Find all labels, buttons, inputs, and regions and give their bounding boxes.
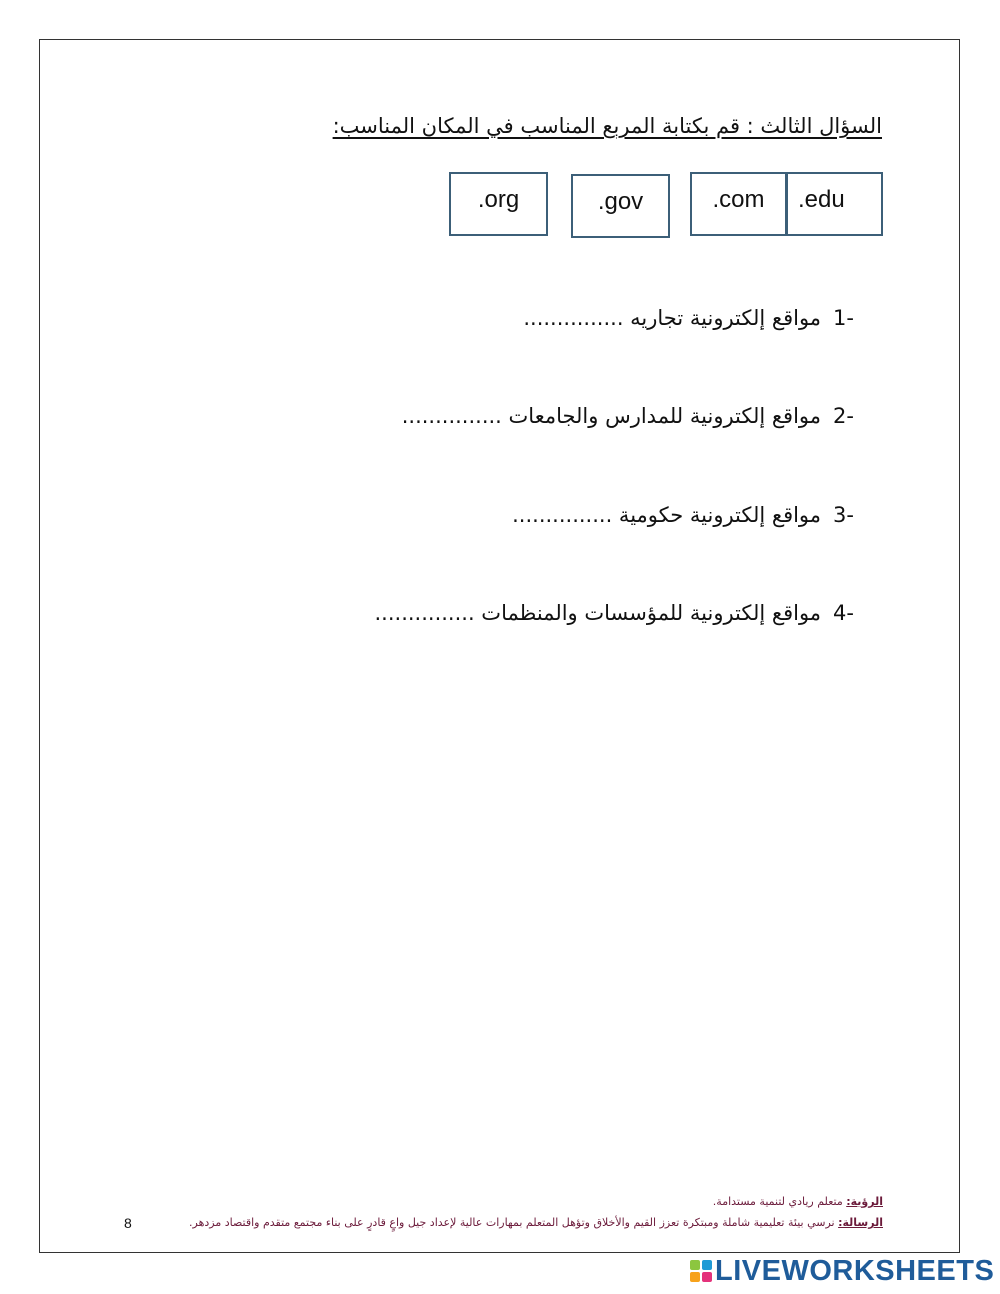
liveworksheets-logo-icon <box>690 1260 712 1282</box>
item-text[interactable]: مواقع إلكترونية للمدارس والجامعات ............... <box>401 404 822 428</box>
list-item <box>402 404 854 428</box>
list-item <box>375 601 855 625</box>
list-item <box>523 306 854 330</box>
list-item <box>512 503 854 527</box>
item-number: -4 <box>833 601 854 625</box>
option-box-org[interactable]: .org <box>449 172 548 236</box>
option-box-com[interactable]: .com <box>690 172 787 236</box>
footer-vision <box>713 1195 883 1208</box>
item-number: -1 <box>833 306 854 330</box>
footer-mission <box>189 1216 883 1229</box>
item-text[interactable]: مواقع إلكترونية تجاريه ............... <box>523 306 822 330</box>
option-box-edu[interactable]: .edu <box>786 172 883 236</box>
question-title: السؤال الثالث : قم بكتابة المربع المناسب في المكان المناسب: <box>332 114 882 138</box>
option-box-gov[interactable]: .gov <box>571 174 670 238</box>
brand-name: LIVEWORKSHEETS <box>715 1254 995 1287</box>
mission-label: الرسالة: <box>838 1216 883 1229</box>
logo-square <box>702 1272 712 1282</box>
logo-square <box>690 1272 700 1282</box>
item-number: -2 <box>833 404 854 428</box>
item-text[interactable]: مواقع إلكترونية حكومية ............... <box>512 503 822 527</box>
logo-square <box>702 1260 712 1270</box>
item-text[interactable]: مواقع إلكترونية للمؤسسات والمنظمات ............... <box>374 601 822 625</box>
logo-square <box>690 1260 700 1270</box>
vision-label: الرؤية: <box>846 1195 883 1208</box>
page-number: 8 <box>124 1215 132 1231</box>
mission-text: نرسي بيئة تعليمية شاملة ومبتكرة تعزز القيم والأخلاق وتؤهل المتعلم بمهارات عالية لإعداد جيل واعٍ قادرٍ على بناء مجتمع متقدم واقتصاد مزدهر. <box>189 1216 839 1229</box>
item-number: -3 <box>833 503 854 527</box>
liveworksheets-brand[interactable] <box>690 1256 994 1286</box>
vision-text: متعلم ريادي لتنمية مستدامة. <box>712 1195 847 1208</box>
